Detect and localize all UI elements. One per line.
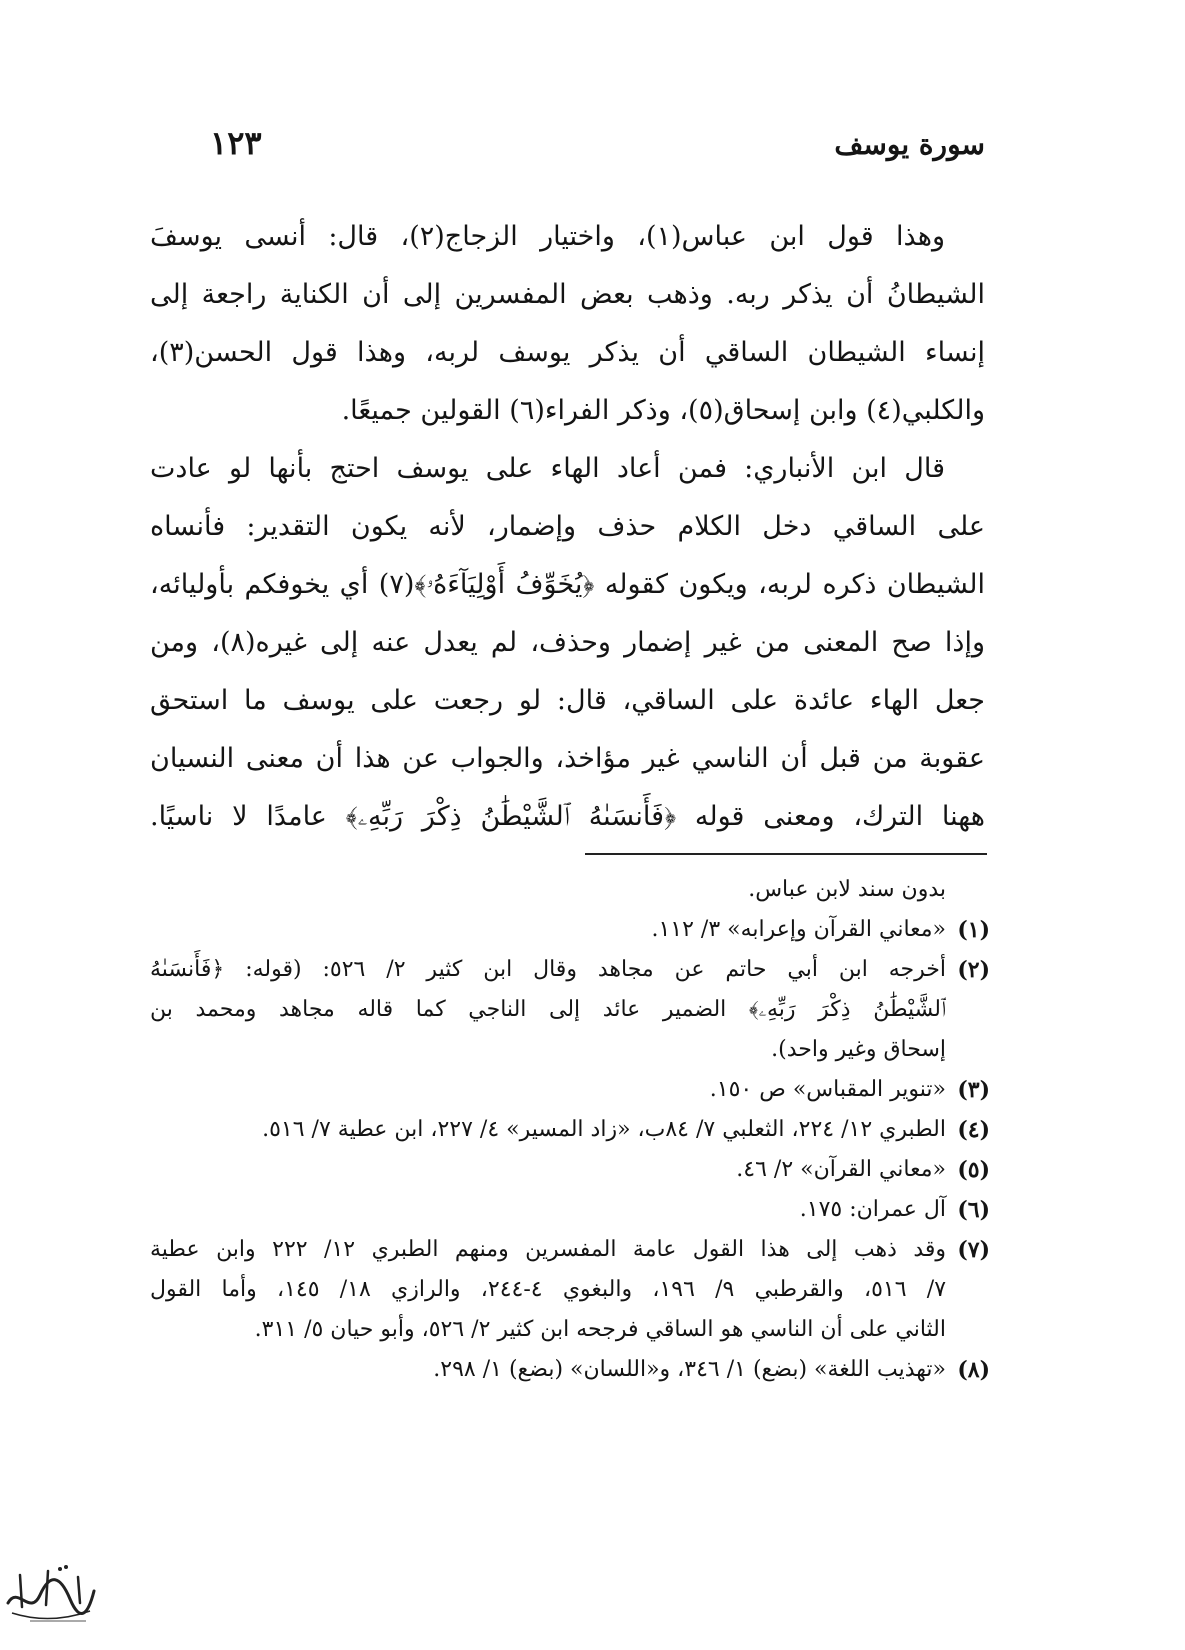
footnote-text: أخرجه ابن أبي حاتم عن مجاهد وقال ابن كثير ٢/ ٥٢٦: (قوله: ﴿فَأَنسَىٰهُ <box>150 957 946 982</box>
footnote-number: (٤) <box>957 1117 990 1143</box>
footnote-number: (١) <box>957 917 990 943</box>
footnote-3 <box>150 1070 990 1110</box>
footnotes <box>150 870 990 1390</box>
footnote-number: (٥) <box>957 1157 990 1183</box>
text-line: قال ابن الأنباري: فمن أعاد الهاء على يوسف احتج بأنها لو عادت <box>150 453 945 484</box>
page-header <box>150 124 985 172</box>
text-line: جعل الهاء عائدة على الساقي، قال: لو رجعت على يوسف ما استحق <box>150 685 985 716</box>
footnote-text: «تهذيب اللغة» (بضع) ١/ ٣٤٦، و«اللسان» (بضع) ١/ ٢٩٨. <box>433 1357 946 1382</box>
footnote-number: (٧) <box>957 1237 990 1263</box>
footnote-2 <box>150 950 990 1070</box>
paragraph-2 <box>150 440 985 846</box>
footnote-number: (٣) <box>957 1077 990 1103</box>
footnote-separator <box>585 853 987 855</box>
footnote-4 <box>150 1110 990 1150</box>
text-line: وهذا قول ابن عباس(١)، واختيار الزجاج(٢)، قال: أنسى يوسفَ <box>150 221 945 252</box>
text-line: عقوبة من قبل أن الناسي غير مؤاخذ، والجواب عن هذا أن معنى النسيان <box>150 743 985 774</box>
main-text <box>150 208 985 846</box>
footnote-number: (٦) <box>957 1197 990 1223</box>
footnote-number: (٨) <box>957 1357 990 1383</box>
text-line: الشيطانُ أن يذكر ربه. وذهب بعض المفسرين إلى أن الكناية راجعة إلى <box>150 279 985 310</box>
footnote-number: (٢) <box>957 957 990 983</box>
footnote-carryover <box>150 870 990 910</box>
text-line: إنساء الشيطان الساقي أن يذكر يوسف لربه، وهذا قول الحسن(٣)، <box>150 337 985 368</box>
footnote-text: ٱلشَّيْطَٰنُ ذِكْرَ رَبِّهِۦ﴾ الضمير عائد إلى الناجي كما قاله مجاهد ومحمد بن <box>150 997 946 1022</box>
running-title: سورة يوسف <box>834 128 985 161</box>
footnote-text: «معاني القرآن وإعرابه» ٣/ ١١٢. <box>651 917 946 942</box>
footnote-text: الطبري ١٢/ ٢٢٤، الثعلبي ٧/ ٨٤ب، «زاد المسير» ٤/ ٢٢٧، ابن عطية ٧/ ٥١٦. <box>262 1117 946 1142</box>
footnote-7 <box>150 1230 990 1350</box>
footnote-text: الثاني على أن الناسي هو الساقي فرجحه ابن كثير ٢/ ٥٢٦، وأبو حيان ٥/ ٣١١. <box>254 1317 946 1342</box>
calligraphy-seal-logo <box>0 1555 100 1630</box>
page-number: ١٢٣ <box>210 124 262 162</box>
footnote-text: إسحاق وغير واحد). <box>771 1037 946 1062</box>
text-line: الشيطان ذكره لربه، ويكون كقوله ﴿يُخَوِّفُ أَوْلِيَآءَهُۥ﴾(٧) أي يخوفكم بأوليائه، <box>150 569 985 600</box>
footnote-text: ٧/ ٥١٦، والقرطبي ٩/ ١٩٦، والبغوي ٤-٢٤٤، والرازي ١٨/ ١٤٥، وأما القول <box>150 1277 946 1302</box>
footnote-text: «معاني القرآن» ٢/ ٤٦. <box>736 1157 946 1182</box>
footnote-1 <box>150 910 990 950</box>
text-line: على الساقي دخل الكلام حذف وإضمار، لأنه يكون التقدير: فأنساه <box>150 511 985 542</box>
footnote-text: «تنوير المقباس» ص ١٥٠. <box>709 1077 946 1102</box>
paragraph-1 <box>150 208 985 440</box>
footnote-6 <box>150 1190 990 1230</box>
footnote-5 <box>150 1150 990 1190</box>
footnote-text: بدون سند لابن عباس. <box>748 877 946 902</box>
footnote-8 <box>150 1350 990 1390</box>
text-line: ههنا الترك، ومعنى قوله ﴿فَأَنسَىٰهُ ٱلشَّيْطَٰنُ ذِكْرَ رَبِّهِۦ﴾ عامدًا لا ناسيًا. <box>150 801 985 832</box>
footnote-text: وقد ذهب إلى هذا القول عامة المفسرين ومنهم الطبري ١٢/ ٢٢٢ وابن عطية <box>150 1237 946 1262</box>
footnote-text: آل عمران: ١٧٥. <box>799 1197 946 1222</box>
text-line: والكلبي(٤) وابن إسحاق(٥)، وذكر الفراء(٦) القولين جميعًا. <box>341 395 985 426</box>
text-line: وإذا صح المعنى من غير إضمار وحذف، لم يعدل عنه إلى غيره(٨)، ومن <box>150 627 985 658</box>
